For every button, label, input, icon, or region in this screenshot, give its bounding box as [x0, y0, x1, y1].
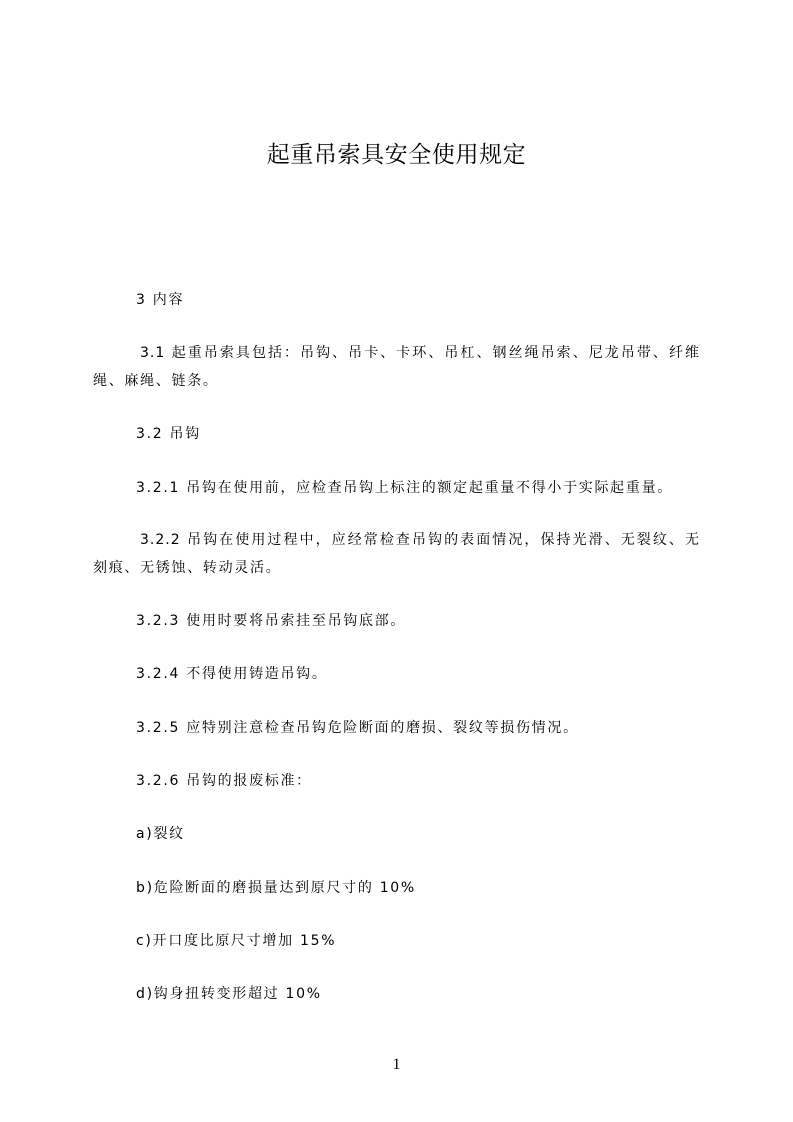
paragraph-3-2-2-line-2: 刻痕、无锈蚀、转动灵活。 [93, 560, 282, 576]
paragraph-3-2-3: 3.2.3 使用时要将吊索挂至吊钩底部。 [136, 613, 407, 629]
document-title: 起重吊索具安全使用规定 [266, 142, 527, 168]
section-heading-hook: 3.2 吊钩 [136, 426, 201, 442]
paragraph-3-1-line-2: 绳、麻绳、链条。 [93, 373, 219, 389]
list-item-c: c)开口度比原尺寸增加 15% [136, 933, 337, 949]
paragraph-3-1-line-1: 3.1 起重吊索具包括：吊钩、吊卡、卡环、吊杠、钢丝绳吊索、尼龙吊带、纤维 [140, 345, 700, 361]
list-item-a: a)裂纹 [136, 826, 185, 842]
list-item-b: b)危险断面的磨损量达到原尺寸的 10% [136, 880, 416, 896]
paragraph-3-2-1: 3.2.1 吊钩在使用前，应检查吊钩上标注的额定起重量不得小于实际起重量。 [136, 480, 673, 496]
list-item-d: d)钩身扭转变形超过 10% [136, 986, 322, 1002]
paragraph-3-2-6: 3.2.6 吊钩的报废标准： [136, 773, 312, 789]
paragraph-3-2-5: 3.2.5 应特别注意检查吊钩危险断面的磨损、裂纹等损伤情况。 [136, 720, 579, 736]
paragraph-3-2-4: 3.2.4 不得使用铸造吊钩。 [136, 666, 328, 682]
paragraph-3-2-2-line-1: 3.2.2 吊钩在使用过程中，应经常检查吊钩的表面情况，保持光滑、无裂纹、无 [140, 532, 700, 548]
page-number: 1 [392, 1056, 401, 1073]
section-heading-contents: 3 内容 [136, 292, 185, 308]
